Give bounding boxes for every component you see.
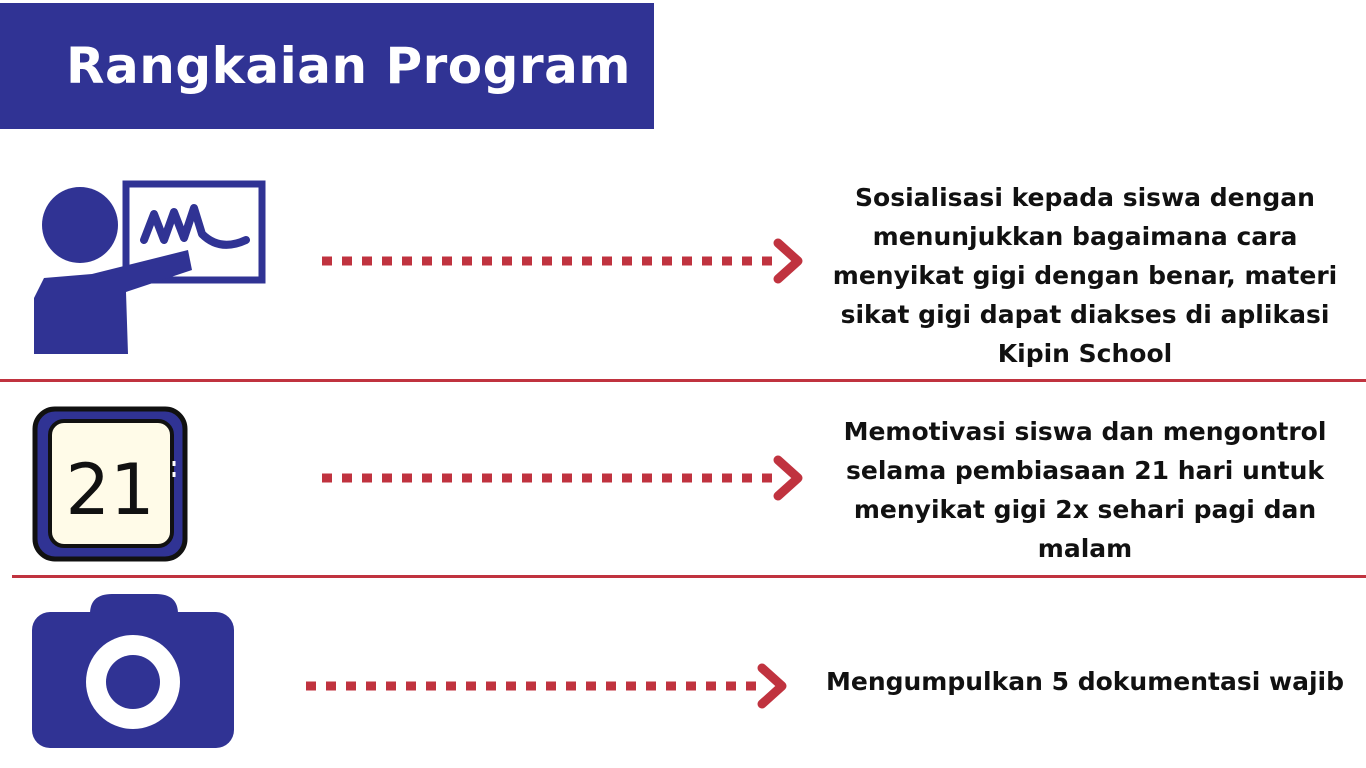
divider-1 [0,379,1366,382]
divider-2 [12,575,1366,578]
camera-icon [32,592,234,750]
step-2-description: Memotivasi siswa dan mengontrol selama pembiasaan 21 hari untuk menyikat gigi 2x sehari pagi dan malam [843,417,1327,563]
title-banner [0,3,654,129]
calendar-number: 21 [65,449,155,531]
step-3-description: Mengumpulkan 5 dokumentasi wajib [825,667,1344,696]
step-1-description: Sosialisasi kepada siswa dengan menunjukkan bagaimana cara menyikat gigi dengan benar, materi sikat gigi dapat diakses di aplikasi Kipin School [832,183,1338,368]
calendar-icon [32,406,188,562]
arrow-step-2 [318,455,818,501]
teacher-presentation-icon [30,178,270,358]
arrow-step-3 [302,663,802,709]
page-title: Rangkaian Program [66,37,631,95]
arrow-step-1 [318,238,818,284]
